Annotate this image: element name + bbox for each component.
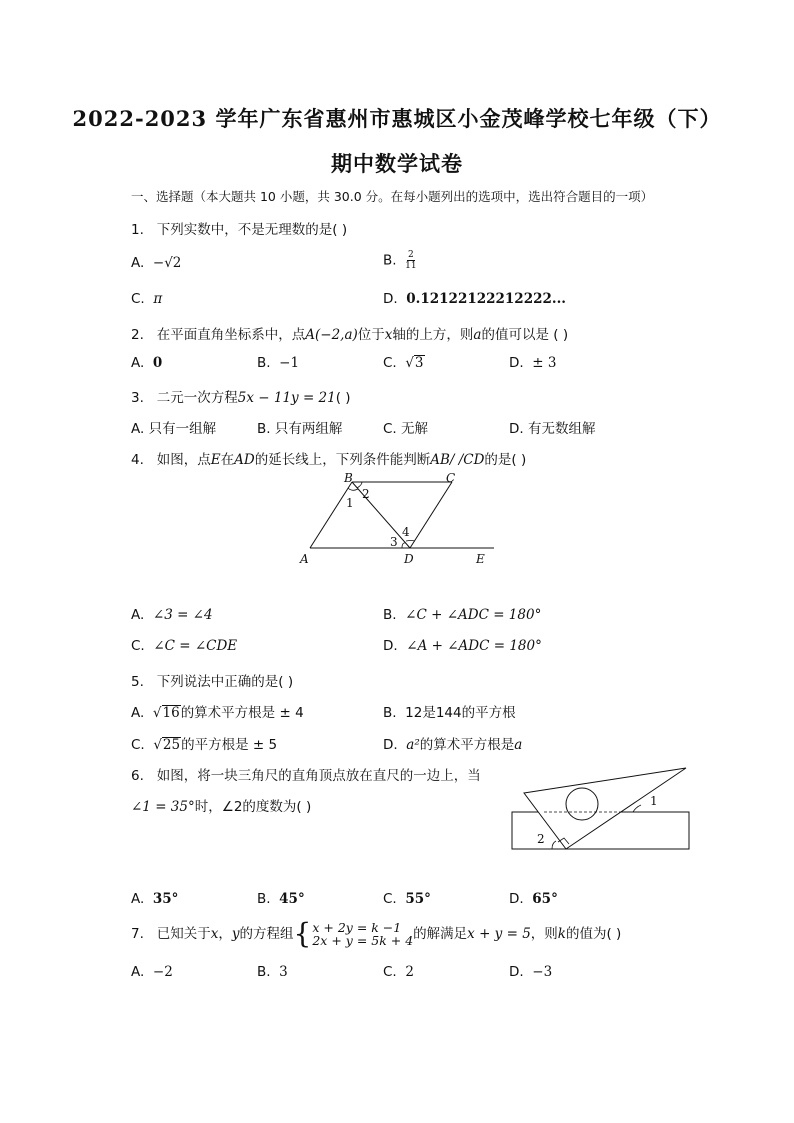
angle-arc-1 [633, 805, 641, 812]
option-text: 有无数组解 [527, 421, 596, 437]
label-angle-3: 3 [390, 535, 398, 549]
stem-text: ( ) [335, 390, 351, 406]
question-number: 2. [131, 327, 144, 343]
stem-text: 的方程组 [239, 926, 294, 942]
q6-option-a [131, 891, 178, 907]
option-label: D. [509, 355, 524, 371]
q7-option-b [257, 964, 288, 980]
stem-math: y [231, 926, 240, 942]
option-label: C. [131, 638, 145, 654]
option-text: 0 [152, 355, 163, 371]
q4-option-c [131, 638, 237, 654]
option-text: 55° [405, 891, 431, 907]
option-label: B. [383, 252, 397, 269]
question-stem: 下列说法中正确的是( ) [156, 674, 294, 690]
option-label: B. [383, 607, 397, 623]
stem-text: 已知关于 [156, 926, 211, 942]
option-text: 只有一组解 [148, 421, 217, 437]
question-number: 6. [131, 768, 144, 784]
option-text: ∠C = ∠CDE [153, 638, 238, 654]
stem-text: 的解满足 [413, 926, 468, 942]
label-angle-1: 1 [346, 496, 354, 510]
line-cd [410, 482, 452, 548]
stem-text: ，则 [530, 926, 558, 942]
q4-option-a [131, 607, 213, 623]
equation-row: 2x + y = 5k + 4 [312, 933, 414, 948]
stem-math: x + y = 5 [467, 926, 531, 942]
question-number: 1. [131, 222, 144, 238]
question-7 [131, 917, 622, 950]
option-label: D. [383, 291, 398, 307]
q4-option-b [383, 607, 541, 623]
exam-title-line2: 期中数学试卷 [331, 151, 463, 176]
q7-option-c [383, 964, 414, 980]
angle-arc-2 [552, 841, 556, 849]
option-math: a [514, 737, 523, 753]
option-label: D. [383, 638, 398, 654]
equation-row: x + 2y = k −1 [312, 920, 402, 935]
option-label: C. [383, 355, 397, 371]
option-text: 2 [405, 964, 414, 980]
option-text: 45° [279, 891, 305, 907]
option-label: A. [131, 355, 145, 371]
question-number: 7. [131, 926, 144, 942]
question-number: 3. [131, 390, 144, 406]
q3-option-d [509, 417, 595, 437]
option-text: 的平方根是 ± 5 [181, 737, 278, 753]
q3-option-b [257, 417, 342, 437]
question-stem: 下列实数中，不是无理数的是( ) [156, 222, 348, 238]
option-label: C. [383, 891, 397, 907]
option-label: A. [131, 705, 145, 721]
angle-arc-4 [406, 541, 415, 542]
line-ab [310, 482, 352, 548]
stem-text: 位于 [357, 327, 385, 343]
fraction-denominator: 11 [405, 261, 417, 271]
option-text: 只有两组解 [274, 421, 343, 437]
stem-text: ， [218, 926, 232, 942]
option-text: ∠C + ∠ADC = 180° [405, 607, 542, 623]
triangle-ruler [524, 768, 686, 849]
brace-icon: { [293, 917, 312, 950]
parallelogram-figure [296, 470, 496, 568]
q4-option-d [383, 638, 542, 654]
option-label: C. [131, 737, 145, 753]
option-text: 3 [279, 964, 288, 980]
label-angle-4: 4 [402, 525, 410, 539]
q5-option-d [383, 733, 522, 753]
q2-option-a [131, 355, 162, 371]
q3-option-a [131, 417, 216, 437]
q2-option-c: C. √3 [383, 355, 424, 371]
question-6-line2 [131, 795, 311, 815]
stem-text: 二元一次方程 [156, 390, 238, 406]
stem-text: 时，∠2的度数为( ) [194, 799, 312, 815]
stem-text: 在平面直角坐标系中，点 [156, 327, 306, 343]
question-6 [131, 764, 481, 784]
q2-option-d [509, 355, 556, 371]
label-a: A [300, 552, 309, 566]
question-3 [131, 386, 351, 406]
option-text: 65° [532, 891, 558, 907]
fraction [405, 250, 416, 271]
angle-arc-3 [402, 543, 406, 548]
stem-text: 在 [220, 452, 235, 468]
option-text: −2 [152, 964, 173, 980]
label-angle-1: 1 [650, 794, 658, 808]
stem-text: 如图，将一块三角尺的直角顶点放在直尺的一边上，当 [156, 768, 481, 784]
option-text: −1 [279, 355, 300, 371]
option-label: B. [383, 705, 397, 721]
question-1 [131, 218, 347, 238]
question-5 [131, 670, 293, 690]
option-text: 12是144的平方根 [405, 705, 516, 721]
q1-option-c [131, 291, 162, 307]
stem-math: AD [234, 452, 255, 468]
option-math: a² [406, 737, 420, 753]
option-text: 0.12122122212222... [406, 291, 566, 307]
option-label: A. [131, 964, 145, 980]
q1-option-a [131, 255, 181, 271]
option-label: B. [257, 421, 271, 437]
option-text: 3 [414, 355, 424, 371]
question-2 [131, 323, 568, 343]
option-label: A. [131, 421, 145, 437]
option-text: ∠A + ∠ADC = 180° [406, 638, 542, 654]
label-e: E [476, 552, 485, 566]
stem-math: x [210, 926, 219, 942]
q6-option-c [383, 891, 431, 907]
stem-math: k [557, 926, 566, 942]
equation-system [293, 917, 414, 950]
option-text: 的算术平方根是 ± 4 [180, 705, 304, 721]
exam-title-line1: 2022-2023 学年广东省惠州市惠城区小金茂峰学校七年级（下） [72, 106, 722, 131]
option-label: C. [131, 291, 145, 307]
label-angle-2: 2 [362, 487, 370, 501]
option-text: ± 3 [532, 355, 557, 371]
q1-option-b [383, 250, 417, 271]
option-label: C. [383, 421, 397, 437]
stem-math: a [473, 327, 482, 343]
label-angle-2: 2 [537, 832, 545, 846]
label-b: B [344, 471, 353, 485]
q5-option-a: A. √16的算术平方根是 ± 4 [131, 705, 304, 721]
option-label: D. [383, 737, 398, 753]
option-text: 35° [152, 891, 179, 907]
option-label: C. [383, 964, 397, 980]
q3-option-c [383, 417, 428, 437]
q1-option-d [383, 291, 566, 307]
option-label: B. [257, 964, 271, 980]
radicand: 16 [162, 705, 180, 721]
label-c: C [446, 471, 456, 485]
stem-text: 的值为( ) [565, 926, 622, 942]
fraction-numerator: 2 [408, 250, 414, 260]
q7-option-d [509, 964, 552, 980]
option-text: −√2 [152, 255, 182, 271]
option-label: B. [257, 891, 271, 907]
stem-math: E [210, 452, 221, 468]
option-label: A. [131, 607, 145, 623]
question-number: 5. [131, 674, 144, 690]
option-text: π [153, 291, 163, 307]
q7-option-a [131, 964, 173, 980]
option-label: D. [509, 964, 524, 980]
option-label: B. [257, 355, 271, 371]
option-text: 的算术平方根是 [419, 737, 515, 753]
question-4 [131, 448, 526, 468]
angle-arc-1 [348, 488, 358, 490]
stem-math: AB/ /CD [430, 452, 485, 468]
option-label: A. [131, 891, 145, 907]
stem-text: 轴的上方，则 [392, 327, 474, 343]
option-text: 无解 [401, 421, 429, 437]
q6-option-b [257, 891, 305, 907]
stem-text: 的值可以是 ( ) [481, 327, 569, 343]
stem-text: 的延长线上，下列条件能判断 [254, 452, 431, 468]
ruler-triangle-figure [508, 765, 692, 853]
radicand: 25 [162, 737, 181, 753]
stem-math: 5x − 11y = 21 [237, 390, 336, 406]
stem-math: x [384, 327, 393, 343]
option-text: ∠3 = ∠4 [152, 607, 213, 623]
q5-option-c: C. √25的平方根是 ± 5 [131, 737, 278, 753]
option-text: −3 [532, 964, 553, 980]
label-d: D [404, 552, 414, 566]
stem-math: A(−2,a) [305, 327, 358, 343]
option-label: D. [509, 421, 524, 437]
stem-math: ∠1 = 35° [131, 799, 195, 815]
option-label: D. [509, 891, 524, 907]
stem-text: 的是( ) [484, 452, 527, 468]
q6-option-d [509, 891, 558, 907]
stem-text: 如图，点 [156, 452, 211, 468]
question-number: 4. [131, 452, 144, 468]
q2-option-b [257, 355, 299, 371]
q5-option-b [383, 701, 516, 721]
option-label: A. [131, 255, 145, 271]
section-heading: 一、选择题（本大题共 10 小题，共 30.0 分。在每小题列出的选项中，选出符合题目的一项） [131, 189, 654, 204]
